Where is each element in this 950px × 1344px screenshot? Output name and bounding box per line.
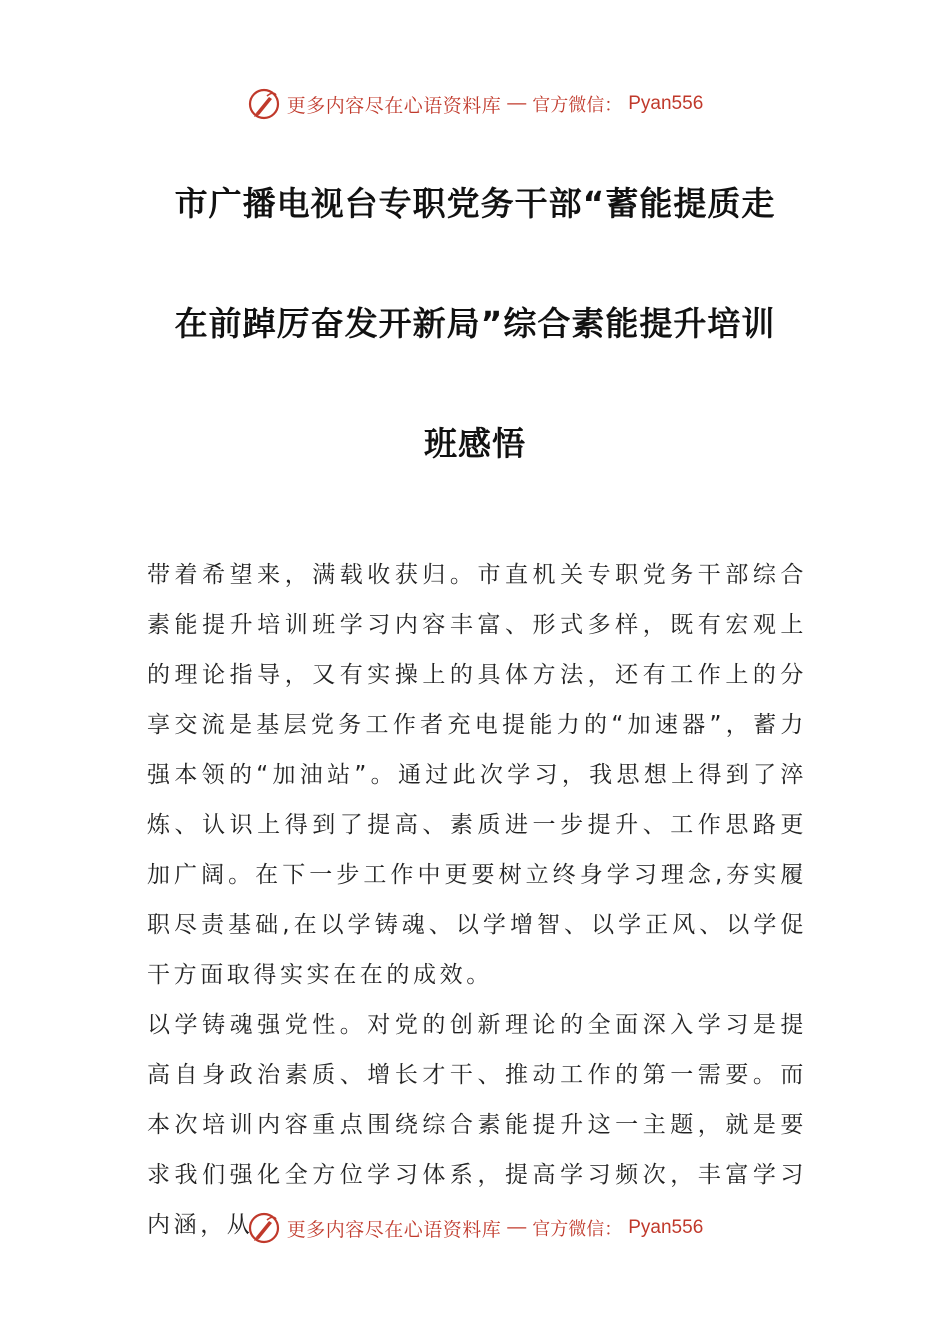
watermark-separator: — — [507, 1217, 527, 1238]
watermark-text: 更多内容尽在心语资料库 — [286, 94, 502, 117]
watermark-separator: — — [507, 93, 527, 114]
pen-logo-icon — [247, 87, 281, 121]
watermark-wechat-id: Pyan556 — [628, 1217, 704, 1238]
document-title-line-3: 班感悟 — [424, 424, 526, 463]
watermark-text: 更多内容尽在心语资料库 — [286, 1218, 502, 1241]
paragraph: 带着希望来，满载收获归。市直机关专职党务干部综合素能提升培训班学习内容丰富、形式多样，既有宏观上的理论指导，又有实操上的具体方法，还有工作上的分享交流是基层党务工作者充电提能力的“加速器”，蓄力强本领的“加油站”。通过此次学习，我思想上得到了淬炼、认识上得到了提高、素质进一步提升、工作思路更加广阔。在下一步工作中更要树立终身学习理念,夯实履职尽责基础,在以学铸魂、以学增智、以学正风、以学促干方面取得实实在在的成效。 — [147, 562, 807, 988]
document-body — [147, 550, 807, 1250]
pen-logo-icon — [247, 1211, 281, 1245]
watermark-footer — [0, 1208, 950, 1248]
watermark-wechat-label: 官方微信： — [532, 95, 623, 116]
watermark-header — [0, 84, 950, 124]
watermark-wechat-label: 官方微信： — [532, 1219, 623, 1240]
document-title-line-1: 市广播电视台专职党务干部“蓄能提质走 — [174, 184, 776, 223]
document-title-line-2: 在前踔厉奋发开新局”综合素能提升培训 — [174, 304, 776, 343]
watermark-wechat-id: Pyan556 — [628, 93, 704, 114]
paragraph: 以学铸魂强党性。对党的创新理论的全面深入学习是提高自身政治素质、增长才干、推动工作的第一需要。而本次培训内容重点围绕综合素能提升这一主题，就是要求我们强化全方位学习体系，提高学习频次，丰富学习内涵，从 — [147, 1012, 807, 1238]
